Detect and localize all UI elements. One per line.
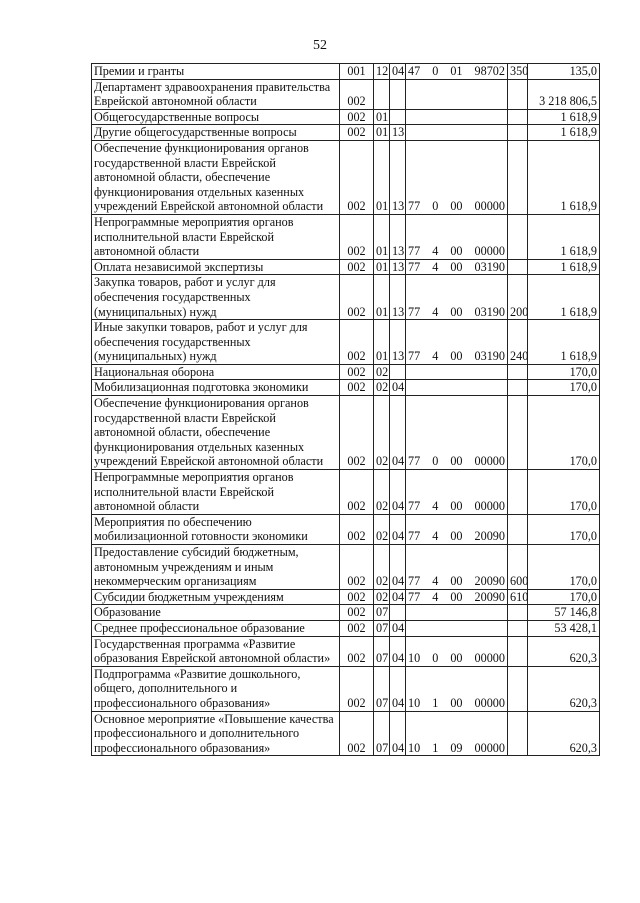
rz-code-cell: 01 (374, 275, 390, 320)
gr-code-cell: 001 (340, 64, 374, 80)
expense-name-cell: Закупка товаров, работ и услуг для обеспечения государственных (муниципальных) нужд (92, 275, 340, 320)
rz-code-cell: 07 (374, 711, 390, 756)
csr-code-group (408, 305, 505, 320)
csr-code-cell (406, 125, 508, 141)
rz-code-cell: 07 (374, 666, 390, 711)
budget-table-body (92, 64, 600, 756)
csr-code-cell (406, 620, 508, 636)
rz-code-cell: 02 (374, 470, 390, 515)
csr-code-part: 0 (432, 199, 439, 214)
csr-code-group (408, 696, 505, 711)
table-row (92, 711, 600, 756)
vr-code-cell: 200 (508, 275, 528, 320)
gr-code-cell: 002 (340, 79, 374, 109)
rz-code-cell: 01 (374, 140, 390, 214)
csr-code-part: 09 (450, 740, 463, 755)
gr-code-cell: 002 (340, 589, 374, 605)
table-row (92, 620, 600, 636)
gr-code-cell: 002 (340, 320, 374, 365)
table-row (92, 666, 600, 711)
csr-code-part: 98702 (474, 64, 505, 78)
rz-code-cell: 07 (374, 636, 390, 666)
csr-code-part: 77 (408, 589, 421, 604)
rz-code-cell: 02 (374, 589, 390, 605)
csr-code-part: 00 (450, 304, 463, 319)
csr-code-part: 00 (450, 259, 463, 274)
gr-code-cell: 002 (340, 214, 374, 259)
vr-code-cell (508, 109, 528, 125)
table-row (92, 140, 600, 214)
vr-code-cell (508, 259, 528, 275)
csr-code-part: 00000 (474, 740, 505, 755)
csr-code-part: 00000 (474, 695, 505, 710)
pr-code-cell: 13 (390, 125, 406, 141)
gr-code-cell: 002 (340, 514, 374, 544)
gr-code-cell: 002 (340, 109, 374, 125)
table-row (92, 396, 600, 470)
amount-cell: 170,0 (528, 380, 600, 396)
amount-cell: 1 618,9 (528, 275, 600, 320)
csr-code-cell (406, 514, 508, 544)
vr-code-cell (508, 79, 528, 109)
amount-cell: 170,0 (528, 396, 600, 470)
expense-name-cell: Субсидии бюджетным учреждениям (92, 589, 340, 605)
table-row (92, 79, 600, 109)
pr-code-cell (390, 109, 406, 125)
vr-code-cell (508, 364, 528, 380)
csr-code-cell (406, 320, 508, 365)
csr-code-part: 00 (450, 529, 463, 544)
rz-code-cell: 01 (374, 109, 390, 125)
csr-code-part: 77 (408, 304, 421, 319)
pr-code-cell: 04 (390, 380, 406, 396)
vr-code-cell: 610 (508, 589, 528, 605)
amount-cell: 1 618,9 (528, 140, 600, 214)
csr-code-part: 4 (432, 259, 439, 274)
table-row (92, 275, 600, 320)
csr-code-part: 77 (408, 259, 421, 274)
vr-code-cell (508, 470, 528, 515)
pr-code-cell: 04 (390, 64, 406, 80)
csr-code-part: 00 (450, 454, 463, 469)
gr-code-cell: 002 (340, 470, 374, 515)
expense-name-cell: Оплата независимой экспертизы (92, 259, 340, 275)
table-row (92, 214, 600, 259)
vr-code-cell (508, 514, 528, 544)
rz-code-cell: 01 (374, 320, 390, 365)
csr-code-part: 00 (450, 589, 463, 604)
csr-code-cell (406, 214, 508, 259)
pr-code-cell: 04 (390, 636, 406, 666)
csr-code-cell (406, 140, 508, 214)
pr-code-cell: 04 (390, 666, 406, 711)
csr-code-cell (406, 666, 508, 711)
expense-name-cell: Государственная программа «Развитие образования Еврейской автономной области» (92, 636, 340, 666)
vr-code-cell (508, 620, 528, 636)
csr-code-cell (406, 589, 508, 605)
amount-cell: 3 218 806,5 (528, 79, 600, 109)
csr-code-part: 47 (408, 64, 421, 78)
csr-code-cell (406, 636, 508, 666)
expense-name-cell: Мероприятия по обеспечению мобилизационной готовности экономики (92, 514, 340, 544)
rz-code-cell: 02 (374, 364, 390, 380)
gr-code-cell: 002 (340, 140, 374, 214)
csr-code-part: 4 (432, 304, 439, 319)
gr-code-cell: 002 (340, 545, 374, 590)
csr-code-group (408, 529, 505, 544)
gr-code-cell: 002 (340, 125, 374, 141)
csr-code-part: 00000 (474, 199, 505, 214)
vr-code-cell (508, 140, 528, 214)
pr-code-cell: 04 (390, 470, 406, 515)
amount-cell: 170,0 (528, 589, 600, 605)
table-row (92, 605, 600, 621)
csr-code-part: 1 (432, 695, 439, 710)
csr-code-part: 00 (450, 244, 463, 259)
csr-code-part: 00000 (474, 499, 505, 514)
gr-code-cell: 002 (340, 259, 374, 275)
rz-code-cell (374, 79, 390, 109)
amount-cell: 53 428,1 (528, 620, 600, 636)
pr-code-cell (390, 79, 406, 109)
csr-code-part: 4 (432, 574, 439, 589)
csr-code-part: 00 (450, 695, 463, 710)
expense-name-cell: Подпрограмма «Развитие дошкольного, общего, дополнительного и профессионального образования» (92, 666, 340, 711)
csr-code-part: 10 (408, 740, 421, 755)
pr-code-cell (390, 605, 406, 621)
rz-code-cell: 12 (374, 64, 390, 80)
csr-code-part: 03190 (474, 304, 505, 319)
amount-cell: 1 618,9 (528, 259, 600, 275)
table-row (92, 109, 600, 125)
csr-code-part: 4 (432, 529, 439, 544)
csr-code-group (408, 651, 505, 666)
table-row (92, 125, 600, 141)
csr-code-group (408, 244, 505, 259)
rz-code-cell: 02 (374, 545, 390, 590)
csr-code-part: 77 (408, 454, 421, 469)
csr-code-part: 0 (432, 454, 439, 469)
vr-code-cell (508, 605, 528, 621)
csr-code-cell (406, 64, 508, 80)
csr-code-cell (406, 470, 508, 515)
table-row (92, 320, 600, 365)
csr-code-group (408, 574, 505, 589)
vr-code-cell (508, 636, 528, 666)
expense-name-cell: Департамент здравоохранения правительства Еврейской автономной области (92, 79, 340, 109)
expense-name-cell: Основное мероприятие «Повышение качества профессионального и дополнительного профессионального образования» (92, 711, 340, 756)
csr-code-cell (406, 259, 508, 275)
csr-code-cell (406, 396, 508, 470)
csr-code-part: 77 (408, 244, 421, 259)
expense-name-cell: Образование (92, 605, 340, 621)
csr-code-cell (406, 79, 508, 109)
pr-code-cell: 13 (390, 140, 406, 214)
pr-code-cell: 04 (390, 514, 406, 544)
gr-code-cell: 002 (340, 636, 374, 666)
gr-code-cell: 002 (340, 711, 374, 756)
csr-code-part: 77 (408, 199, 421, 214)
expense-name-cell: Обеспечение функционирования органов государственной власти Еврейской автономной области, обеспечение функционирования отдельных казенных учреждений Еврейской автономной области (92, 140, 340, 214)
rz-code-cell: 07 (374, 605, 390, 621)
csr-code-cell (406, 364, 508, 380)
vr-code-cell (508, 125, 528, 141)
csr-code-part: 77 (408, 529, 421, 544)
csr-code-part: 03190 (474, 349, 505, 364)
pr-code-cell: 04 (390, 545, 406, 590)
csr-code-group (408, 741, 505, 756)
csr-code-part: 00 (450, 199, 463, 214)
amount-cell: 135,0 (528, 64, 600, 80)
table-row (92, 470, 600, 515)
expense-name-cell: Непрограммные мероприятия органов исполнительной власти Еврейской автономной области (92, 470, 340, 515)
expense-name-cell: Среднее профессиональное образование (92, 620, 340, 636)
rz-code-cell: 07 (374, 620, 390, 636)
amount-cell: 1 618,9 (528, 214, 600, 259)
csr-code-part: 10 (408, 651, 421, 666)
amount-cell: 1 618,9 (528, 125, 600, 141)
gr-code-cell: 002 (340, 364, 374, 380)
csr-code-group (408, 590, 505, 605)
gr-code-cell: 002 (340, 275, 374, 320)
rz-code-cell: 02 (374, 380, 390, 396)
csr-code-part: 20090 (474, 574, 505, 589)
csr-code-part: 00000 (474, 454, 505, 469)
gr-code-cell: 002 (340, 380, 374, 396)
csr-code-part: 00 (450, 499, 463, 514)
table-row (92, 545, 600, 590)
csr-code-part: 00 (450, 574, 463, 589)
page-number: 52 (313, 38, 327, 53)
pr-code-cell: 04 (390, 396, 406, 470)
csr-code-part: 01 (450, 64, 463, 78)
csr-code-part: 77 (408, 574, 421, 589)
amount-cell: 57 146,8 (528, 605, 600, 621)
amount-cell: 620,3 (528, 711, 600, 756)
csr-code-group (408, 199, 505, 214)
expense-name-cell: Общегосударственные вопросы (92, 109, 340, 125)
table-row (92, 636, 600, 666)
csr-code-part: 00 (450, 651, 463, 666)
csr-code-part: 00 (450, 349, 463, 364)
csr-code-group (408, 499, 505, 514)
vr-code-cell: 600 (508, 545, 528, 590)
rz-code-cell: 01 (374, 125, 390, 141)
vr-code-cell (508, 666, 528, 711)
csr-code-part: 10 (408, 695, 421, 710)
vr-code-cell (508, 396, 528, 470)
csr-code-part: 1 (432, 740, 439, 755)
csr-code-group (408, 454, 505, 469)
vr-code-cell (508, 380, 528, 396)
pr-code-cell (390, 364, 406, 380)
pr-code-cell: 13 (390, 320, 406, 365)
amount-cell: 170,0 (528, 470, 600, 515)
csr-code-part: 0 (432, 64, 439, 78)
csr-code-part: 77 (408, 349, 421, 364)
expense-name-cell: Другие общегосударственные вопросы (92, 125, 340, 141)
expense-name-cell: Непрограммные мероприятия органов исполнительной власти Еврейской автономной области (92, 214, 340, 259)
vr-code-cell: 240 (508, 320, 528, 365)
amount-cell: 1 618,9 (528, 320, 600, 365)
csr-code-part: 20090 (474, 589, 505, 604)
vr-code-cell: 350 (508, 64, 528, 80)
pr-code-cell: 04 (390, 711, 406, 756)
expense-name-cell: Мобилизационная подготовка экономики (92, 380, 340, 396)
expense-name-cell: Предоставление субсидий бюджетным, автономным учреждениям и иным некоммерческим организациям (92, 545, 340, 590)
pr-code-cell: 04 (390, 620, 406, 636)
expense-name-cell: Премии и гранты (92, 64, 340, 80)
table-row (92, 589, 600, 605)
csr-code-part: 00000 (474, 651, 505, 666)
csr-code-group (408, 260, 505, 275)
table-row (92, 259, 600, 275)
amount-cell: 170,0 (528, 514, 600, 544)
table-row (92, 514, 600, 544)
csr-code-cell (406, 545, 508, 590)
expense-name-cell: Иные закупки товаров, работ и услуг для обеспечения государственных (муниципальных) нужд (92, 320, 340, 365)
amount-cell: 170,0 (528, 545, 600, 590)
csr-code-part: 4 (432, 349, 439, 364)
csr-code-part: 20090 (474, 529, 505, 544)
gr-code-cell: 002 (340, 605, 374, 621)
csr-code-cell (406, 109, 508, 125)
csr-code-part: 77 (408, 499, 421, 514)
csr-code-cell (406, 380, 508, 396)
rz-code-cell: 01 (374, 214, 390, 259)
pr-code-cell: 04 (390, 589, 406, 605)
table-row (92, 380, 600, 396)
amount-cell: 1 618,9 (528, 109, 600, 125)
csr-code-part: 00000 (474, 244, 505, 259)
vr-code-cell (508, 711, 528, 756)
budget-table (91, 63, 600, 756)
csr-code-part: 4 (432, 244, 439, 259)
pr-code-cell: 13 (390, 259, 406, 275)
rz-code-cell: 02 (374, 396, 390, 470)
csr-code-part: 4 (432, 499, 439, 514)
expense-name-cell: Обеспечение функционирования органов государственной власти Еврейской автономной области, обеспечение функционирования отдельных казенных учреждений Еврейской автономной области (92, 396, 340, 470)
csr-code-part: 4 (432, 589, 439, 604)
amount-cell: 620,3 (528, 636, 600, 666)
expense-name-cell: Национальная оборона (92, 364, 340, 380)
csr-code-cell (406, 275, 508, 320)
table-row (92, 364, 600, 380)
csr-code-cell (406, 605, 508, 621)
csr-code-part: 0 (432, 651, 439, 666)
gr-code-cell: 002 (340, 396, 374, 470)
rz-code-cell: 01 (374, 259, 390, 275)
gr-code-cell: 002 (340, 620, 374, 636)
csr-code-part: 03190 (474, 259, 505, 274)
table-row (92, 64, 600, 80)
gr-code-cell: 002 (340, 666, 374, 711)
pr-code-cell: 13 (390, 275, 406, 320)
pr-code-cell: 13 (390, 214, 406, 259)
amount-cell: 170,0 (528, 364, 600, 380)
rz-code-cell: 02 (374, 514, 390, 544)
amount-cell: 620,3 (528, 666, 600, 711)
csr-code-group (408, 64, 505, 79)
csr-code-group (408, 349, 505, 364)
vr-code-cell (508, 214, 528, 259)
csr-code-cell (406, 711, 508, 756)
